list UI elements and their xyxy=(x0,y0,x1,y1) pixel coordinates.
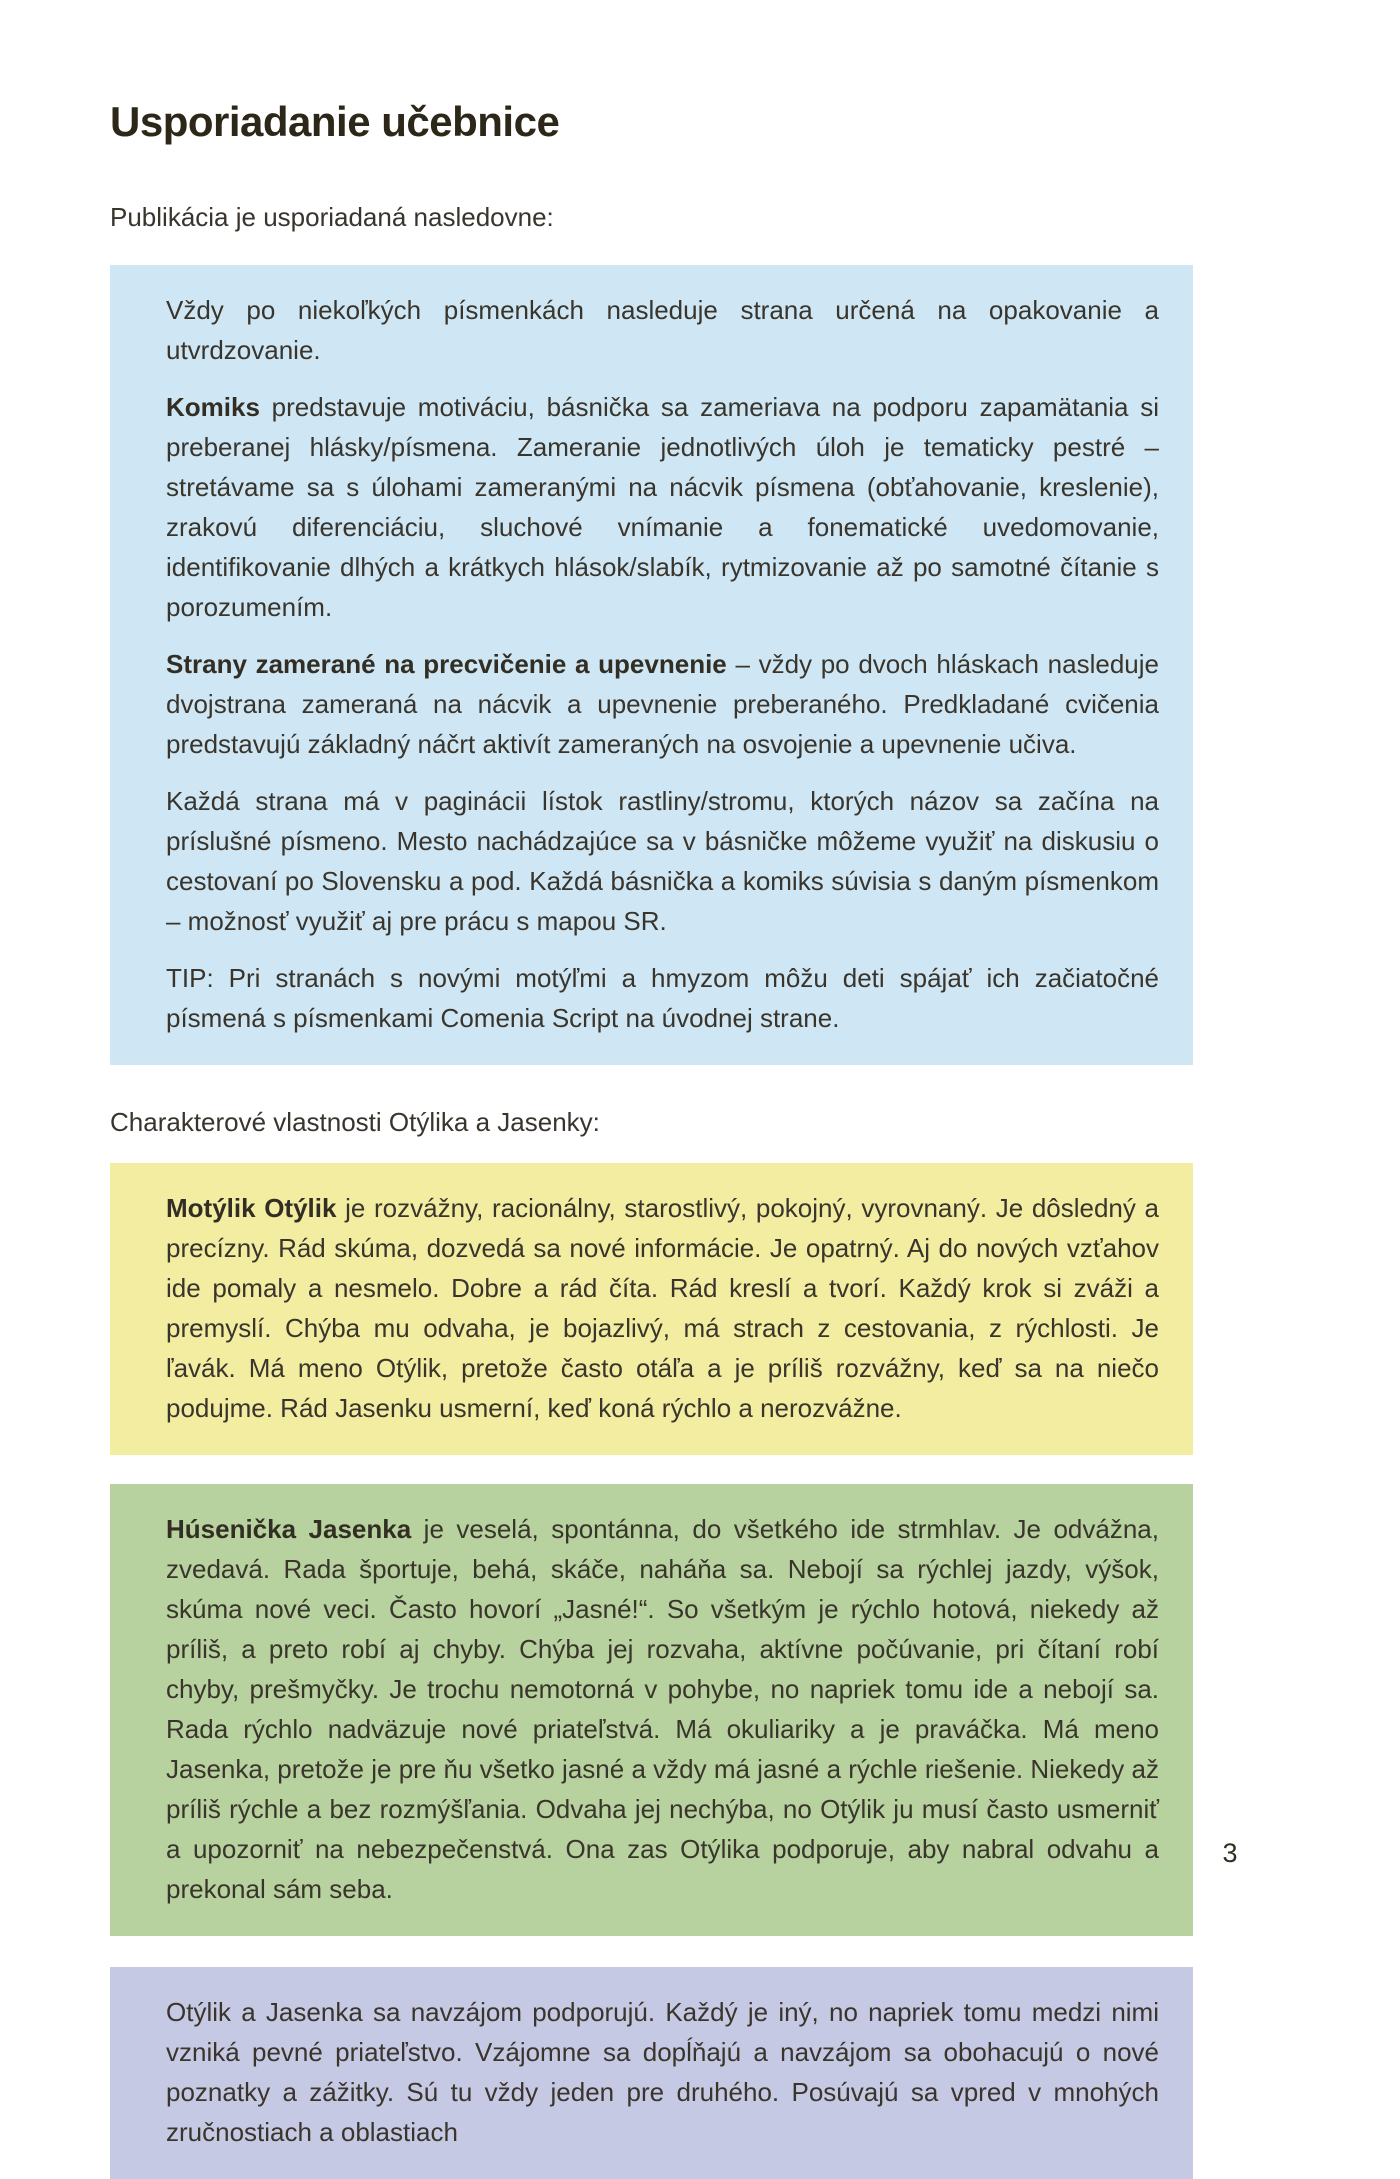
character-box-otylik xyxy=(110,1163,1193,1455)
paragraph-text: Každá strana má v paginácii lístok rastliny/stromu, ktorých názov sa začína na príslušné písmeno. Mesto nachádzajúce sa v básničke môžeme využiť na diskusiu o cestovaní po Slovensku a pod. Každá básnička a komiks súvisia s daným písmenkom – možnosť využiť aj pre prácu s mapou SR. xyxy=(166,786,1159,936)
page-title: Usporiadanie učebnice xyxy=(110,98,560,145)
paragraph-lead: Motýlik Otýlik xyxy=(166,1193,337,1223)
paragraph-text: je veselá, spontánna, do všetkého ide strmhlav. Je odvážna, zvedavá. Rada športuje, behá, skáče, naháňa sa. Nebojí sa rýchlej jazdy, výšok, skúma nové veci. Často hovorí „Jasné!“. So všetkým je rýchlo hotová, niekedy až príliš, a preto robí aj chyby. Chýba jej rozvaha, aktívne počúvanie, pri čítaní robí chyby, prešmyčky. Je trochu nemotorná v pohybe, no napriek tomu ide a nebojí sa. Rada rýchlo nadväzuje nové priateľstvá. Má okuliariky a je praváčka. Má meno Jasenka, pretože je pre ňu všetko jasné a vždy má jasné a rýchle riešenie. Niekedy až príliš rýchle a bez rozmýšľania. Odvaha jej nechýba, no Otýlik ju musí často usmerniť a upozorniť na nebezpečenstvá. Ona zas Otýlika podporuje, aby nabral odvahu a prekonal sám seba. xyxy=(166,1514,1159,1904)
paragraph-lead: Komiks xyxy=(166,392,260,422)
paragraph-lead: Húsenička Jasenka xyxy=(166,1514,412,1544)
paragraph-komiks xyxy=(166,387,1159,627)
paragraph-jasenka xyxy=(166,1509,1159,1909)
character-box-jasenka xyxy=(110,1484,1193,1936)
paragraph-practice-pages xyxy=(166,644,1159,764)
paragraph-otylik xyxy=(166,1188,1159,1428)
page-content xyxy=(110,0,1193,2179)
paragraph-text: je rozvážny, racionálny, starostlivý, pokojný, vyrovnaný. Je dôsledný a precízny. Rád skúma, dozvedá sa nové informácie. Je opatrný. Aj do nových vzťahov ide pomaly a nesmelo. Dobre a rád číta. Rád kreslí a tvorí. Každý krok si zváži a premyslí. Chýba mu odvaha, je bojazlivý, má strach z cestovania, z rýchlosti. Je ľavák. Má meno Otýlik, pretože často otáľa a je príliš rozvážny, keď sa na niečo podujme. Rád Jasenku usmerní, keď koná rýchlo a nerozvážne. xyxy=(166,1193,1159,1423)
paragraph-friendship xyxy=(166,1992,1159,2152)
paragraph-tip xyxy=(166,958,1159,1038)
paragraph-text: TIP: Pri stranách s novými motýľmi a hmyzom môžu deti spájať ich začiatočné písmená s písmenkami Comenia Script na úvodnej strane. xyxy=(166,963,1159,1033)
characters-heading: Charakterové vlastnosti Otýlika a Jasenky: xyxy=(110,1107,600,1137)
friendship-summary-box xyxy=(110,1967,1193,2179)
paragraph-text: Vždy po niekoľkých písmenkách nasleduje strana určená na opakovanie a utvrdzovanie. xyxy=(166,295,1159,365)
page-number: 3 xyxy=(1222,1838,1238,1868)
paragraph-text: Otýlik a Jasenka sa navzájom podporujú. Každý je iný, no napriek tomu medzi nimi vzniká pevné priateľstvo. Vzájomne sa dopĺňajú a navzájom sa obohacujú o nové poznatky a zážitky. Sú tu vždy jeden pre druhého. Posúvajú sa vpred v mnohých zručnostiach a oblastiach xyxy=(166,1997,1159,2147)
paragraph-text: – vždy po dvoch hláskach nasleduje dvojstrana zameraná na nácvik a upevnenie preberaného. Predkladané cvičenia predstavujú základný náčrt aktivít zameraných na osvojenie a upevnenie učiva. xyxy=(166,649,1159,759)
intro-text: Publikácia je usporiadaná nasledovne: xyxy=(110,202,554,232)
paragraph-text: predstavuje motiváciu, básnička sa zameriava na podporu zapamätania si preberanej hlásky/písmena. Zameranie jednotlivých úloh je tematicky pestré – stretávame sa s úlohami zameranými na nácvik písmena (obťahovanie, kreslenie), zrakovú diferenciáciu, sluchové vnímanie a fonematické uvedomovanie, identifikovanie dlhých a krátkych hlások/slabík, rytmizovanie až po samotné čítanie s porozumením. xyxy=(166,392,1159,622)
structure-info-box xyxy=(110,265,1193,1065)
paragraph-lead: Strany zamerané na precvičenie a upevnenie xyxy=(166,649,727,679)
paragraph-pagination xyxy=(166,781,1159,941)
paragraph-repetition xyxy=(166,290,1159,370)
